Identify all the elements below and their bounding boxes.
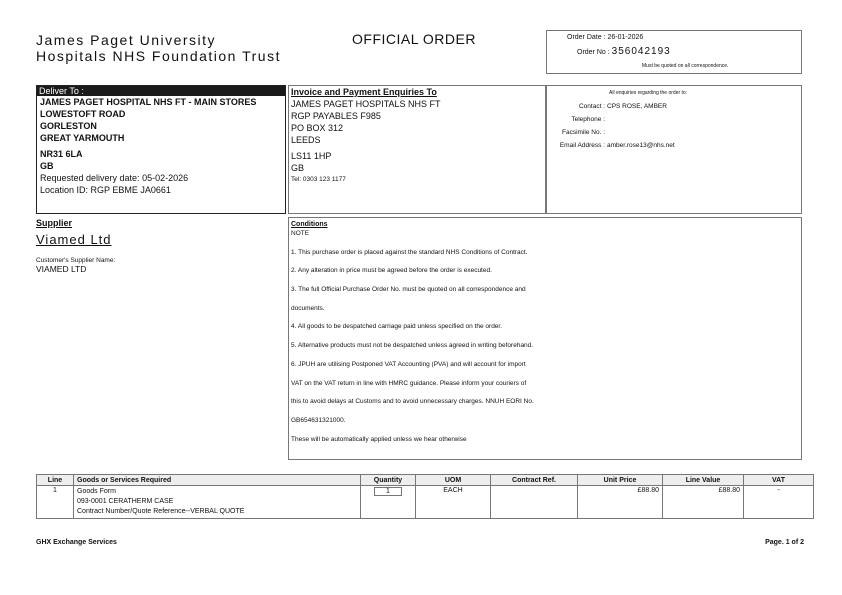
- order-number-row: [577, 46, 671, 57]
- column-header-vat: VAT: [744, 475, 814, 486]
- supplier-section: [36, 218, 115, 274]
- invoice-address-line: RGP PAYABLES F985: [291, 111, 381, 121]
- cell-uom: EACH: [416, 486, 491, 519]
- contact-label: Contact :: [578, 103, 605, 110]
- fax-value: [607, 126, 675, 139]
- invoice-heading: Invoice and Payment Enquiries To: [291, 87, 437, 97]
- email-address: amber.rose13@nhs.net: [607, 142, 675, 149]
- organisation-name: [36, 32, 281, 64]
- order-number: 356042193: [611, 46, 671, 57]
- location-id: Location ID: RGP EBME JA0661: [40, 185, 171, 195]
- conditions-box: [288, 217, 802, 460]
- organisation-line-2: Hospitals NHS Foundation Trust: [36, 48, 281, 64]
- invoice-country: GB: [291, 163, 305, 173]
- requested-delivery-date: Requested delivery date: 05-02-2026: [40, 173, 189, 183]
- table-row: [37, 486, 814, 519]
- condition-line: 6. JPUH are utilising Postponed VAT Accounting (PVA) and will account for import: [291, 360, 526, 368]
- condition-line: These will be automatically applied unless we hear otherwise: [291, 435, 467, 443]
- deliver-postcode: NR31 6LA: [40, 149, 83, 159]
- condition-line: 4. All goods to be despatched carriage paid unless specified on the order.: [291, 323, 503, 331]
- invoice-telephone: Tel: 0303 123 1177: [291, 176, 346, 183]
- condition-line: NOTE: [291, 230, 310, 237]
- cell-goods: [74, 486, 361, 519]
- invoice-address-line: LEEDS: [291, 135, 321, 145]
- condition-line: documents.: [291, 304, 325, 312]
- supplier-heading: Supplier: [36, 218, 73, 228]
- invoice-postcode: LS11 1HP: [291, 151, 332, 161]
- condition-line: 3. The full Official Purchase Order No. must be quoted on all correspondence and: [291, 286, 526, 294]
- quote-note: Must be quoted on all correspondence.: [642, 63, 729, 69]
- condition-line: 1. This purchase order is placed against the standard NHS Conditions of Contract.: [291, 248, 528, 256]
- customer-supplier-label: Customer's Supplier Name:: [36, 257, 116, 264]
- quantity-value: 1: [374, 487, 402, 496]
- fax-label: Facsimile No. :: [562, 129, 605, 136]
- invoice-address-line: JAMES PAGET HOSPITALS NHS FT: [291, 99, 441, 109]
- goods-line: Contract Number/Quote Reference--VERBAL QUOTE: [77, 508, 245, 515]
- document-title: OFFICIAL ORDER: [352, 31, 476, 47]
- footer-left: GHX Exchange Services: [36, 539, 117, 546]
- column-header-unit-price: Unit Price: [578, 475, 663, 486]
- deliver-address-line: JAMES PAGET HOSPITAL NHS FT - MAIN STORES: [40, 97, 257, 107]
- conditions-heading: Conditions: [291, 221, 328, 228]
- goods-line: 093-0001 CERATHERM CASE: [77, 498, 174, 505]
- cell-quantity: [361, 486, 416, 519]
- column-header-contract: Contract Ref.: [491, 475, 578, 486]
- enquiries-note: All enquiries regarding the order to:: [609, 90, 688, 96]
- order-info-box: [546, 30, 802, 74]
- deliver-to-box: [36, 85, 286, 214]
- order-number-label: Order No :: [577, 49, 610, 56]
- deliver-address-line: LOWESTOFT ROAD: [40, 109, 126, 119]
- column-header-line: Line: [37, 475, 74, 486]
- page-number: Page. 1 of 2: [765, 539, 804, 546]
- column-header-line-value: Line Value: [663, 475, 744, 486]
- column-header-uom: UOM: [416, 475, 491, 486]
- order-date-row: [567, 33, 643, 42]
- invoice-address-line: PO BOX 312: [291, 123, 344, 133]
- deliver-address-line: GORLESTON: [40, 121, 97, 131]
- column-header-goods: Goods or Services Required: [74, 475, 361, 486]
- telephone-value: [607, 113, 675, 126]
- order-date: 26-01-2026: [607, 34, 644, 41]
- customer-supplier-name: VIAMED LTD: [36, 264, 87, 274]
- condition-line: VAT on the VAT return in line with HMRC guidance. Please inform your couriers of: [291, 379, 527, 387]
- cell-contract: [491, 486, 578, 519]
- order-date-label: Order Date :: [567, 34, 606, 41]
- enquiries-box: [546, 85, 802, 214]
- condition-line: GB654631321000.: [291, 416, 346, 424]
- condition-line: this to avoid delays at Customs and to avoid unnecessary charges. NNUH EORI No.: [291, 398, 534, 406]
- column-header-quantity: Quantity: [361, 475, 416, 486]
- cell-vat: -: [744, 486, 814, 519]
- supplier-name: Viamed Ltd: [36, 232, 112, 247]
- cell-unit-price: £88.80: [578, 486, 663, 519]
- deliver-address-line: GREAT YARMOUTH: [40, 133, 125, 143]
- cell-line-value: £88.80: [663, 486, 744, 519]
- deliver-country: GB: [40, 161, 54, 171]
- condition-line: 2. Any alteration in price must be agreed before the order is executed.: [291, 267, 492, 275]
- contact-name: CPS ROSE, AMBER: [607, 103, 667, 110]
- goods-line: Goods Form: [77, 488, 116, 495]
- cell-line: 1: [37, 486, 74, 519]
- order-lines-table: [36, 474, 814, 519]
- deliver-to-heading: Deliver To :: [37, 86, 285, 96]
- table-header-row: [37, 475, 814, 486]
- email-label: Email Address :: [559, 142, 605, 149]
- telephone-label: Telephone :: [571, 116, 605, 123]
- invoice-box: [288, 85, 546, 214]
- organisation-line-1: James Paget University: [36, 32, 217, 48]
- condition-line: 5. Alternative products must not be despatched unless agreed in writing beforehand.: [291, 342, 534, 350]
